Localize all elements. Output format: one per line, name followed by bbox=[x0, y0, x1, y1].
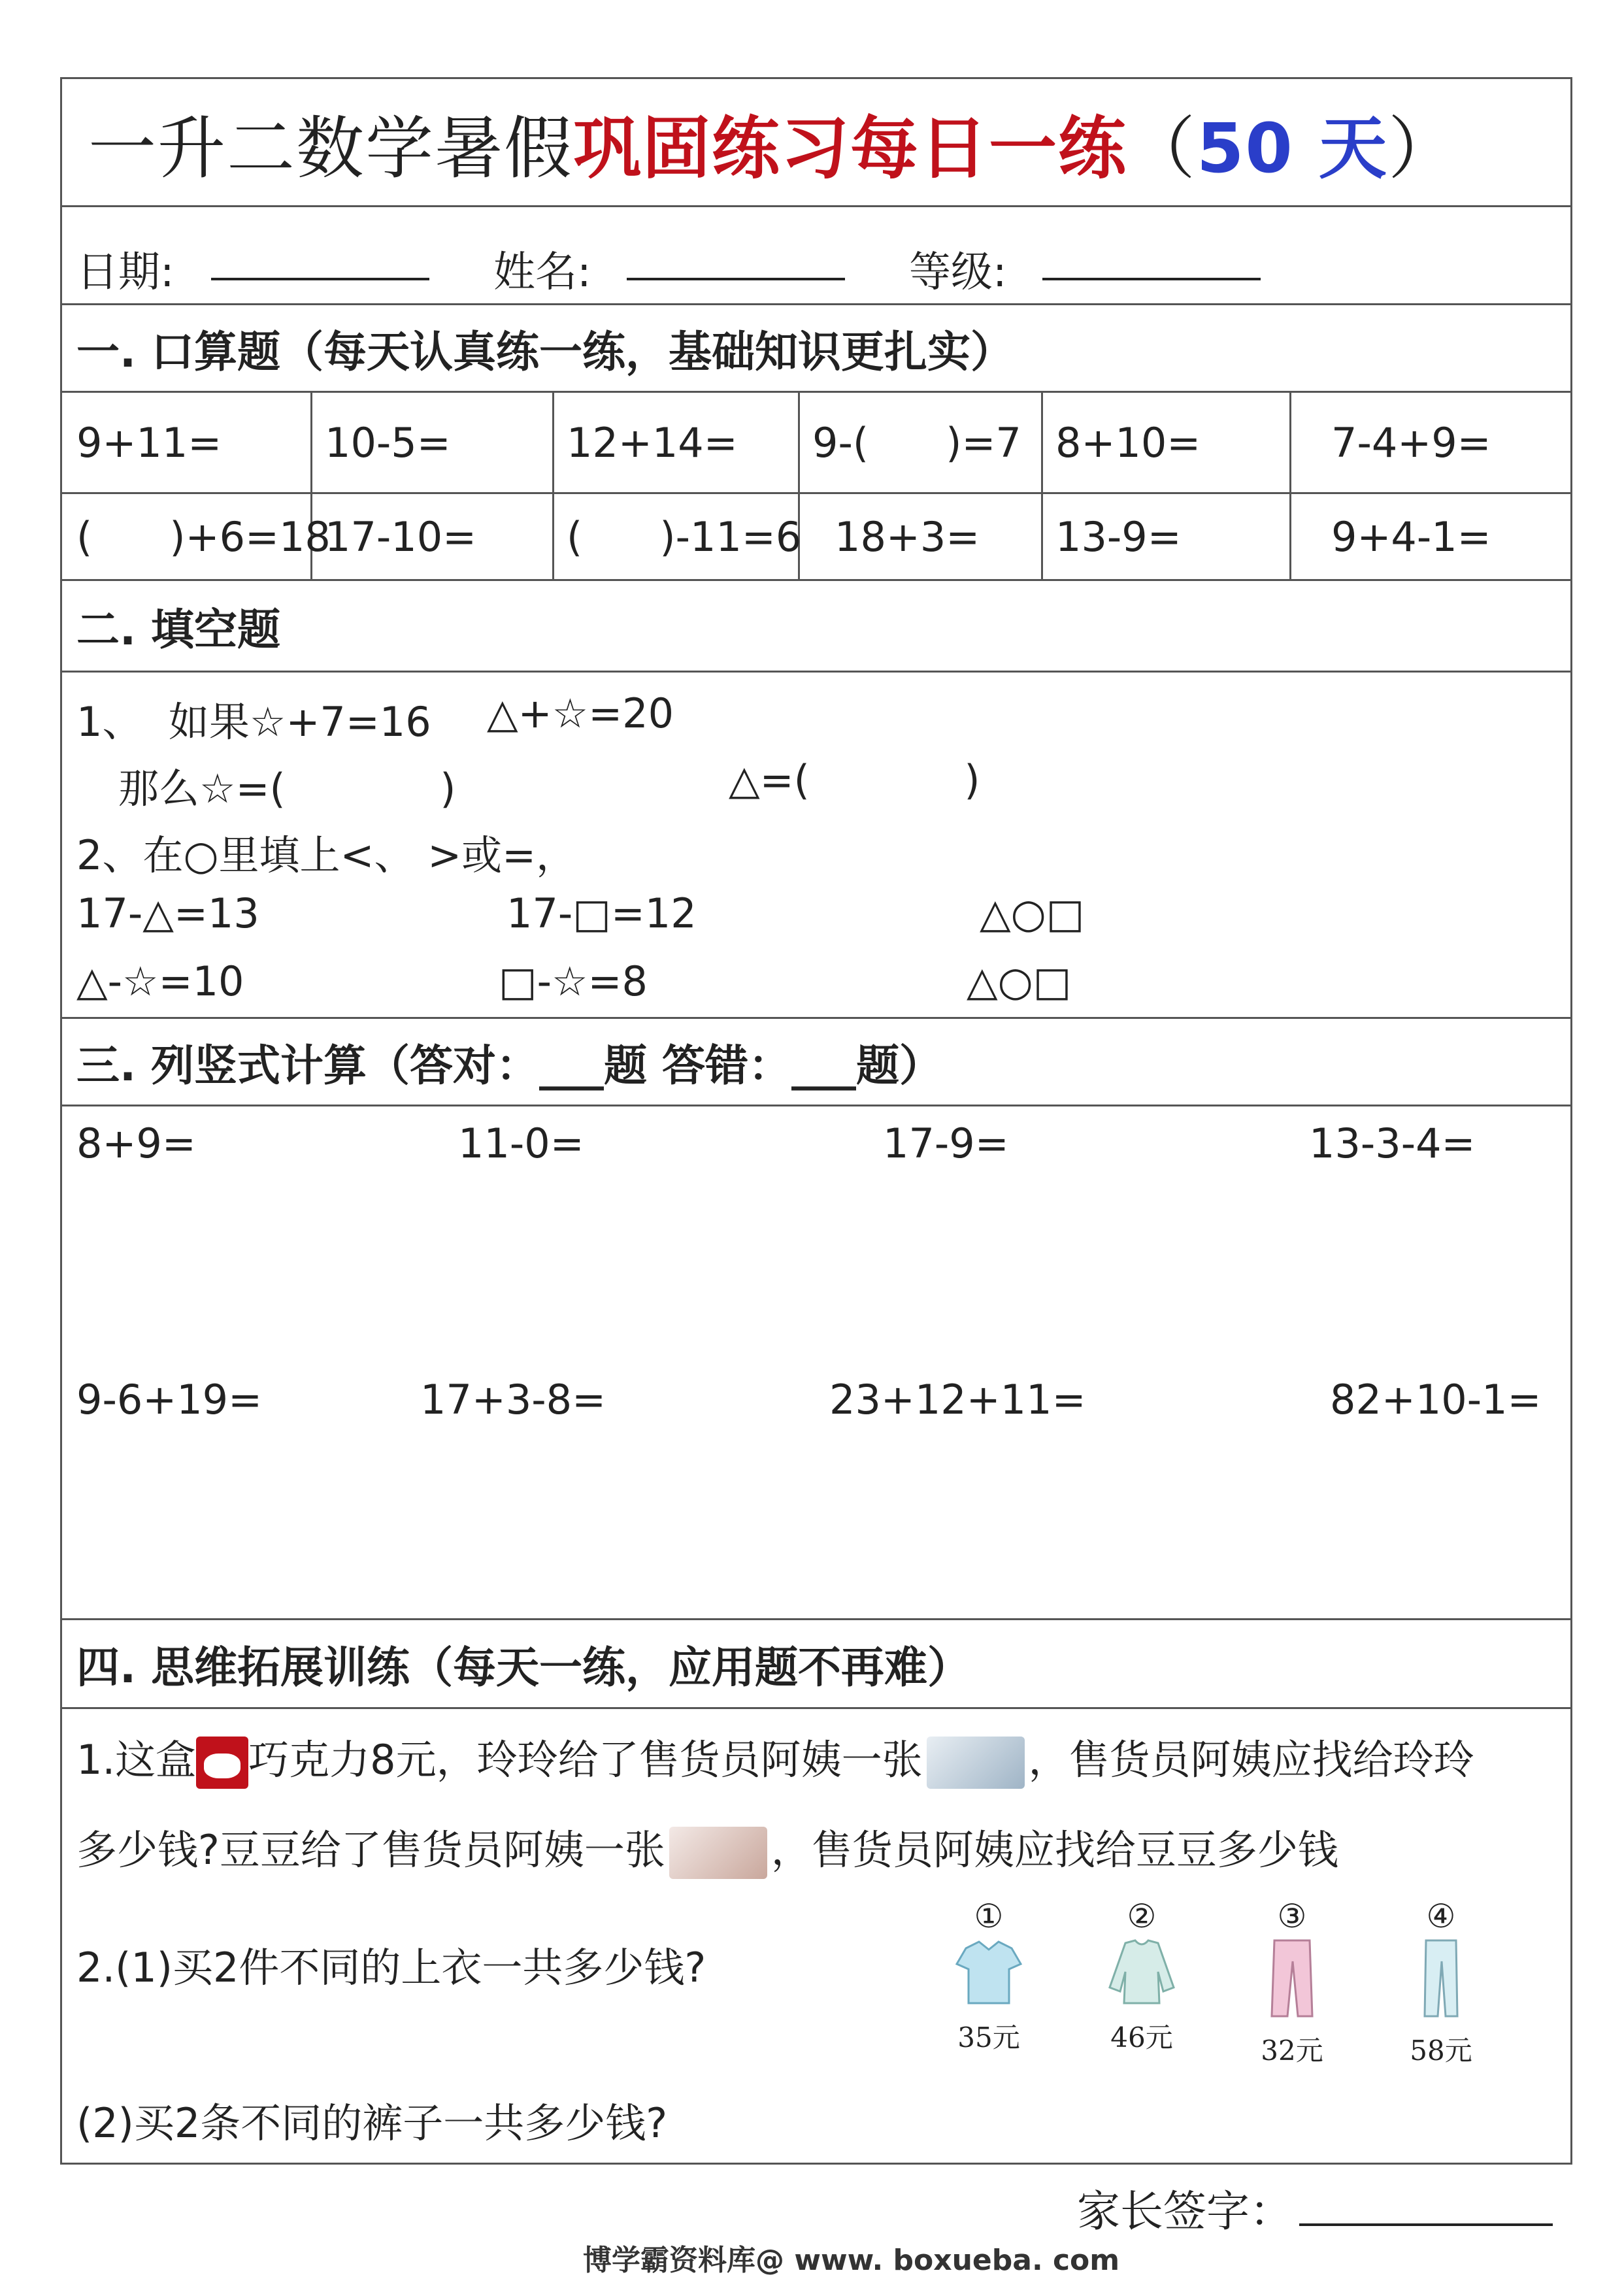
item-price: 58元 bbox=[1410, 2035, 1472, 2067]
blouse-icon bbox=[1106, 1935, 1178, 2007]
vertical-calc-section bbox=[62, 1106, 1570, 1620]
q2-r1b: 17-□=12 bbox=[506, 889, 697, 937]
q2-r2b: □-☆=8 bbox=[499, 957, 648, 1005]
calc-item[interactable]: 8+9= bbox=[76, 1120, 196, 1167]
date-field[interactable] bbox=[211, 278, 429, 280]
math-cell[interactable]: 9-( )=7 bbox=[812, 418, 1021, 467]
name-label: 姓名: bbox=[493, 248, 591, 297]
item-number: ② bbox=[1127, 1897, 1157, 1935]
item-number: ① bbox=[974, 1897, 1004, 1935]
math-cell[interactable]: 9+11= bbox=[76, 418, 222, 467]
title-part1: 一升二数学暑假 bbox=[88, 108, 574, 188]
q2-r2a: △-☆=10 bbox=[76, 957, 244, 1005]
grade-label: 等级: bbox=[909, 248, 1007, 297]
q1-line1b: △+☆=20 bbox=[487, 690, 674, 737]
item-price: 35元 bbox=[957, 2021, 1020, 2053]
math-cell[interactable]: 13-9= bbox=[1055, 512, 1182, 561]
math-cell[interactable]: 17-10= bbox=[325, 512, 477, 561]
math-cell[interactable]: 10-5= bbox=[325, 418, 451, 467]
banknote-20-icon bbox=[669, 1827, 767, 1879]
title-part5: ） bbox=[1387, 108, 1457, 188]
q2-r1c[interactable]: △○□ bbox=[980, 889, 1085, 937]
word-problems bbox=[62, 1709, 1570, 2167]
watermark: 博学霸资料库@ www. boxueba. com bbox=[583, 2244, 1120, 2277]
section3-heading: 三. 列竖式计算（答对：___题 答错：___题） bbox=[62, 1019, 1570, 1106]
section1-heading: 一. 口算题（每天认真练一练，基础知识更扎实） bbox=[62, 305, 1570, 393]
q1-line2 bbox=[76, 1818, 1338, 1879]
q2-r1a: 17-△=13 bbox=[76, 889, 259, 937]
title-part4: 50 天 bbox=[1197, 108, 1388, 188]
title-part3: （ bbox=[1127, 108, 1197, 188]
mental-math-grid bbox=[62, 393, 1570, 581]
worksheet bbox=[60, 77, 1572, 2165]
math-cell[interactable]: 8+10= bbox=[1055, 418, 1201, 467]
date-label: 日期: bbox=[76, 248, 174, 297]
shop-item-2 bbox=[1089, 1897, 1194, 2055]
parent-signature-label: 家长签字： bbox=[1077, 2186, 1293, 2236]
grid-divider bbox=[1289, 393, 1291, 581]
q2-part1: 2.(1)买2件不同的上衣一共多少钱? bbox=[76, 1944, 706, 1991]
calc-item[interactable]: 17+3-8= bbox=[420, 1376, 606, 1423]
chocolate-icon bbox=[196, 1737, 248, 1789]
q1-text-c: ，售货员阿姨应找给玲玲 bbox=[1028, 1736, 1474, 1784]
q1-text-a: 1.这盒 bbox=[76, 1736, 197, 1784]
calc-item[interactable]: 17-9= bbox=[883, 1120, 1009, 1167]
item-number: ④ bbox=[1426, 1897, 1456, 1935]
q1-text-d: 多少钱?豆豆给了售货员阿姨一张 bbox=[76, 1826, 665, 1874]
name-field[interactable] bbox=[627, 278, 845, 280]
q1-line1a: 1、 如果☆+7=16 bbox=[76, 698, 431, 746]
calc-item[interactable]: 82+10-1= bbox=[1330, 1376, 1542, 1423]
shop-item-1 bbox=[936, 1897, 1041, 2055]
math-cell[interactable]: 12+14= bbox=[567, 418, 738, 467]
item-price: 32元 bbox=[1261, 2035, 1323, 2067]
q1-line2a[interactable]: 那么☆=( ) bbox=[118, 765, 456, 812]
calc-item[interactable]: 11-0= bbox=[458, 1120, 584, 1167]
math-cell[interactable]: 18+3= bbox=[835, 512, 980, 561]
tshirt-icon bbox=[953, 1935, 1025, 2007]
calc-item[interactable]: 23+12+11= bbox=[829, 1376, 1086, 1423]
info-row bbox=[62, 207, 1570, 305]
page-title bbox=[62, 79, 1570, 207]
math-cell[interactable]: ( )-11=6 bbox=[567, 512, 802, 561]
jeans-icon bbox=[1405, 1935, 1477, 2020]
parent-signature-field[interactable] bbox=[1299, 2223, 1553, 2226]
banknote-icon bbox=[927, 1737, 1025, 1789]
math-cell[interactable]: 9+4-1= bbox=[1331, 512, 1491, 561]
section2-heading: 二. 填空题 bbox=[62, 581, 1570, 673]
item-price: 46元 bbox=[1110, 2021, 1173, 2053]
title-part2: 巩固练习每日一练 bbox=[573, 108, 1128, 188]
calc-item[interactable]: 9-6+19= bbox=[76, 1376, 263, 1423]
q1-text-e: ，售货员阿姨应找给豆豆多少钱 bbox=[771, 1826, 1338, 1874]
shop-item-3 bbox=[1240, 1897, 1344, 2069]
math-cell[interactable]: 7-4+9= bbox=[1331, 418, 1491, 467]
pants-icon bbox=[1256, 1935, 1328, 2020]
item-number: ③ bbox=[1277, 1897, 1307, 1935]
math-cell[interactable]: ( )+6=18 bbox=[76, 512, 331, 561]
q2-part2: (2)买2条不同的裤子一共多少钱? bbox=[76, 2099, 668, 2147]
q2-title: 2、在○里填上<、 >或=， bbox=[76, 831, 577, 879]
q1-line1 bbox=[76, 1727, 1474, 1789]
shop-item-4 bbox=[1389, 1897, 1493, 2069]
q1-text-b: 巧克力8元，玲玲给了售货员阿姨一张 bbox=[248, 1736, 923, 1784]
fill-in-section bbox=[62, 673, 1570, 1019]
grade-field[interactable] bbox=[1042, 278, 1261, 280]
q1-line2b[interactable]: △=( ) bbox=[729, 756, 980, 804]
section4-heading: 四. 思维拓展训练（每天一练，应用题不再难） bbox=[62, 1620, 1570, 1709]
q2-r2c[interactable]: △○□ bbox=[967, 957, 1072, 1005]
calc-item[interactable]: 13-3-4= bbox=[1309, 1120, 1476, 1167]
